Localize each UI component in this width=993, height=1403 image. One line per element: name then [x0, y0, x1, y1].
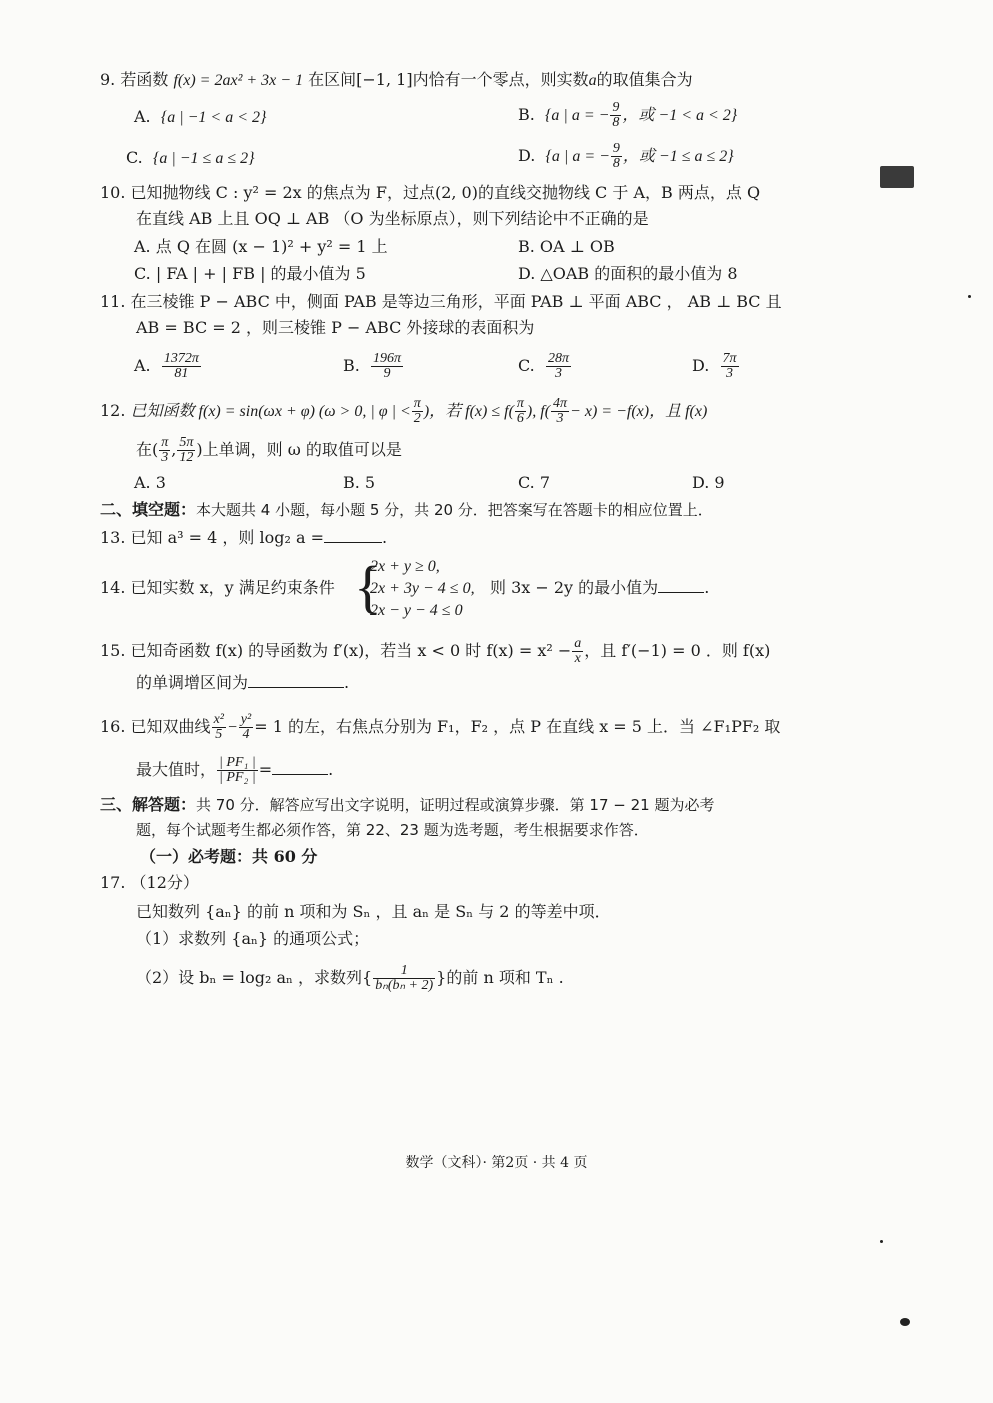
- scan-speck: [880, 1240, 883, 1243]
- q11-option-b: B. $\frac{196\pi}{9}$: [343, 351, 402, 381]
- q9-option-a: A. {a | −1 < a < 2}: [134, 107, 267, 126]
- q12-option-b: B. 5: [343, 473, 376, 492]
- page-footer: 数学（文科）· 第2页 · 共 4 页: [405, 1155, 588, 1171]
- q10-stem-line2: 在直线 AB 上且 OQ ⊥ AB （O 为坐标原点），则下列结论中不正确的是: [136, 209, 649, 228]
- section-3-heading: 三、解答题：共 70 分．解答应写出文字说明，证明过程或演算步骤．第 17 − 21 题为必考: [100, 795, 715, 814]
- q14-constraint-2: 2x + 3y − 4 ≤ 0,: [370, 580, 475, 597]
- q15-line1: 15. 已知奇函数 f(x) 的导函数为 f′(x)，若当 x < 0 时 f(x) = x² − $\frac{a}{x}$ ，且 f′(−1) = 0 ．则 f(x): [100, 636, 771, 666]
- page-marker-block: [880, 166, 914, 188]
- q11-stem-line2: AB = BC = 2 ，则三棱锥 P − ABC 外接球的表面积为: [136, 318, 535, 337]
- q10-option-d: D. △OAB 的面积的最小值为 8: [518, 264, 738, 283]
- q17-part1: （1）求数列 {aₙ} 的通项公式；: [136, 929, 370, 948]
- section-3-subheading: （一）必考题：共 60 分: [140, 847, 318, 866]
- q9-option-c: C. {a | −1 ≤ a ≤ 2}: [126, 148, 255, 167]
- q17-part2: （2）设 bₙ = log₂ aₙ ，求数列{ $\frac{1}{\text{bₙ(bₙ + 2)}}$ }的前 n 项和 Tₙ .: [136, 963, 564, 993]
- q15-line2: 的单调增区间为 .: [136, 673, 350, 692]
- q11-option-d: D. $\frac{7\pi}{3}$: [692, 351, 737, 381]
- q14-constraint-1: 2x + y ≥ 0,: [370, 558, 440, 575]
- q9-option-b: B. {a | a = − $\frac{9}{8}$ ，或 −1 < a < 2}: [518, 100, 738, 130]
- q16-line2: 最大值时， $\frac{\text{| PF₁ |}}{\text{| PF₂ |}}$ = .: [136, 755, 334, 785]
- q11-option-a: A. $\frac{1372\pi}{81}$: [134, 351, 199, 381]
- q12-option-a: A. 3: [134, 473, 166, 492]
- q12-stem-line1: 12. 已知函数 f(x) = sin(ωx + φ) (ω > 0, | φ | < $\frac{\pi}{2}$ )，若 f(x) ≤ f( $\frac{\pi}{6}$ ), f( $\frac{4\pi}{3}$ − x) = −f(x)，且 f(x): [100, 396, 708, 426]
- q17-line1: 已知数列 {aₙ} 的前 n 项和为 Sₙ ，且 aₙ 是 Sₙ 与 2 的等差中项．: [136, 902, 611, 921]
- q14-objective: 则 3x − 2y 的最小值为 .: [490, 578, 710, 597]
- q14-constraint-3: 2x − y − 4 ≤ 0: [370, 602, 463, 619]
- q9-stem: 9. 若函数 f(x) = 2ax² + 3x − 1 在区间[−1, 1]内恰有一个零点，则实数a的取值集合为: [100, 70, 693, 89]
- q10-option-b: B. OA ⊥ OB: [518, 237, 615, 256]
- q9-option-d: D. {a | a = − $\frac{9}{8}$ ，或 −1 ≤ a ≤ 2}: [518, 141, 734, 171]
- scan-speck: [900, 1318, 910, 1326]
- q13: 13. 已知 a³ = 4 ，则 log₂ a = .: [100, 528, 388, 547]
- q11-stem-line1: 11. 在三棱锥 P − ABC 中，侧面 PAB 是等边三角形，平面 PAB ⊥ 平面 ABC ， AB ⊥ BC 且: [100, 292, 782, 311]
- q12-option-d: D. 9: [692, 473, 725, 492]
- section-3-line2: 题，每个试题考生都必须作答，第 22、23 题为选考题，考生根据要求作答．: [136, 821, 649, 839]
- q12-option-c: C. 7: [518, 473, 551, 492]
- q10-option-a: A. 点 Q 在圆 (x − 1)² + y² = 1 上: [134, 237, 388, 256]
- q12-stem-line2: 在( $\frac{\pi}{3}$ , $\frac{5\pi}{12}$ )上单调，则 ω 的取值可以是: [136, 435, 402, 465]
- q14-stem: 14. 已知实数 x，y 满足约束条件: [100, 578, 335, 597]
- scan-speck: [968, 295, 971, 298]
- q10-stem-line1: 10. 已知抛物线 C : y² = 2x 的焦点为 F，过点(2, 0)的直线交抛物线 C 于 A，B 两点，点 Q: [100, 183, 761, 202]
- q11-option-c: C. $\frac{28\pi}{3}$: [518, 351, 569, 381]
- q10-option-c: C. | FA | + | FB | 的最小值为 5: [134, 264, 366, 283]
- section-2-heading: 二、填空题：本大题共 4 小题，每小题 5 分，共 20 分．把答案写在答题卡的相应位置上．: [100, 500, 713, 519]
- q14-brace: {: [354, 554, 382, 619]
- q16-line1: 16. 已知双曲线 $\frac{\text{x²}}{5}$ − $\frac{\text{y²}}{4}$ = 1 的左，右焦点分别为 F₁，F₂ ，点 P 在直线 x = 5 上．当 ∠F₁PF₂ 取: [100, 712, 781, 742]
- q17-header: 17. （12分）: [100, 873, 199, 892]
